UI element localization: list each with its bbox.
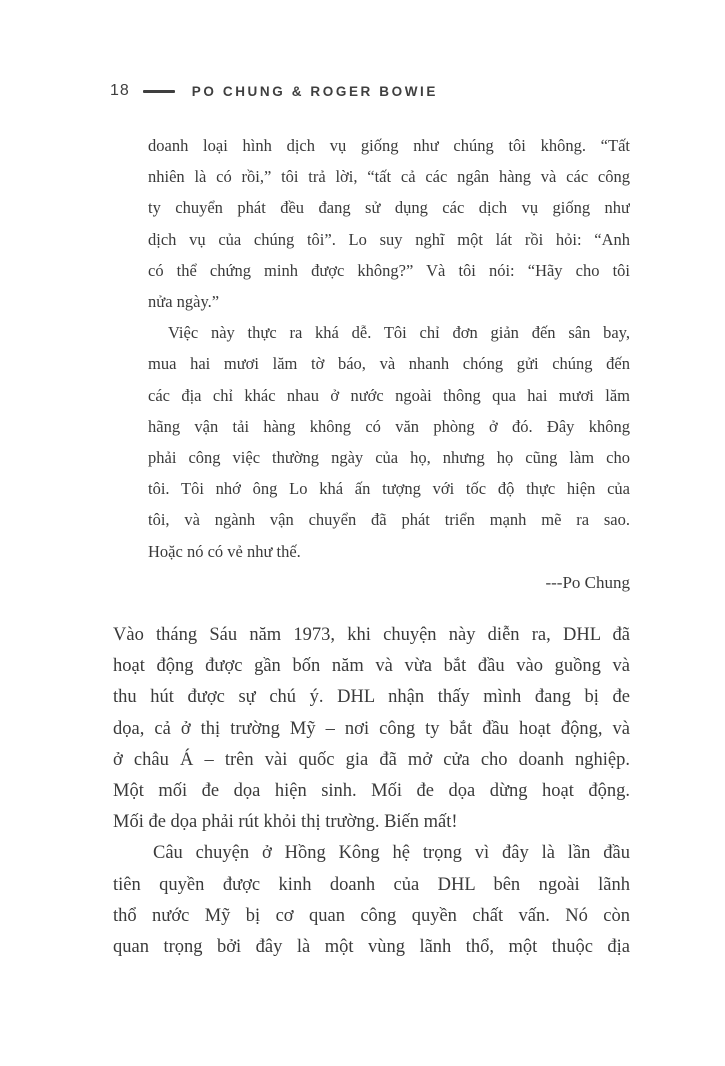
text-line: các địa chỉ khác nhau ở nước ngoài thông qua hai mươi lăm: [148, 385, 630, 405]
header-rule: [143, 90, 175, 93]
quote-paragraphs: [148, 130, 630, 567]
paragraph: [148, 317, 630, 567]
text-line: nửa ngày.”: [148, 292, 220, 312]
text-line: thu hút được sự chú ý. DHL nhận thấy mình đang bị đe: [113, 687, 630, 708]
running-title: PO CHUNG & ROGER BOWIE: [191, 83, 439, 99]
text-line: Mối đe dọa phải rút khỏi thị trường. Biến mất!: [113, 812, 458, 833]
text-line: tôi, và ngành vận chuyển đã phát triển mạnh mẽ ra sao.: [148, 510, 630, 530]
text-line: Hoặc nó có vẻ như thế.: [148, 541, 301, 561]
text-line: phải công việc thường ngày của họ, nhưng họ cũng làm cho: [148, 448, 630, 468]
quote-attribution: ---Po Chung: [545, 572, 630, 592]
page-header: [110, 80, 438, 102]
text-line: hoạt động được gần bốn năm và vừa bắt đầu vào guồng và: [113, 656, 630, 677]
paragraph: [113, 838, 630, 963]
text-line: tôi. Tôi nhớ ông Lo khá ấn tượng với tốc độ thực hiện của: [148, 479, 630, 499]
main-text: [113, 620, 630, 963]
text-line: ty chuyển phát đều đang sử dụng các dịch vụ giống như: [148, 198, 630, 218]
text-line: thổ nước Mỹ bị cơ quan công quyền chất vấn. Nó còn: [113, 905, 630, 926]
text-line: quan trọng bởi đây là một vùng lãnh thổ, một thuộc địa: [113, 937, 630, 958]
paragraph: [113, 620, 630, 838]
page-number: 18: [110, 82, 130, 99]
text-line: Vào tháng Sáu năm 1973, khi chuyện này diễn ra, DHL đã: [113, 625, 630, 646]
text-line: nhiên là có rồi,” tôi trả lời, “tất cả các ngân hàng và các công: [148, 167, 630, 187]
text-line: dọa, cả ở thị trường Mỹ – nơi công ty bắt đầu hoạt động, và: [113, 718, 630, 739]
text-line: mua hai mươi lăm tờ báo, và nhanh chóng gửi chúng đến: [148, 354, 630, 374]
text-line: ở châu Á – trên vài quốc gia đã mở cửa cho doanh nghiệp.: [113, 749, 630, 770]
text-line: hãng vận tải hàng không có văn phòng ở đó. Đây không: [148, 416, 630, 436]
text-line: tiên quyền được kinh doanh của DHL bên ngoài lãnh: [113, 874, 630, 895]
text-line: Câu chuyện ở Hồng Kông hệ trọng vì đây là lần đầu: [153, 843, 630, 864]
page-content: [113, 130, 630, 963]
text-line: dịch vụ của chúng tôi”. Lo suy nghĩ một lát rồi hỏi: “Anh: [148, 229, 630, 249]
text-line: Một mối đe dọa hiện sinh. Mối đe dọa dừng hoạt động.: [113, 781, 630, 802]
text-line: có thể chứng minh được không?” Và tôi nói: “Hãy cho tôi: [148, 260, 630, 280]
quote-block: [148, 130, 630, 598]
text-line: doanh loại hình dịch vụ giống như chúng tôi không. “Tất: [148, 136, 630, 155]
text-line: Việc này thực ra khá dễ. Tôi chỉ đơn giản đến sân bay,: [168, 323, 630, 343]
paragraph: [148, 130, 630, 317]
